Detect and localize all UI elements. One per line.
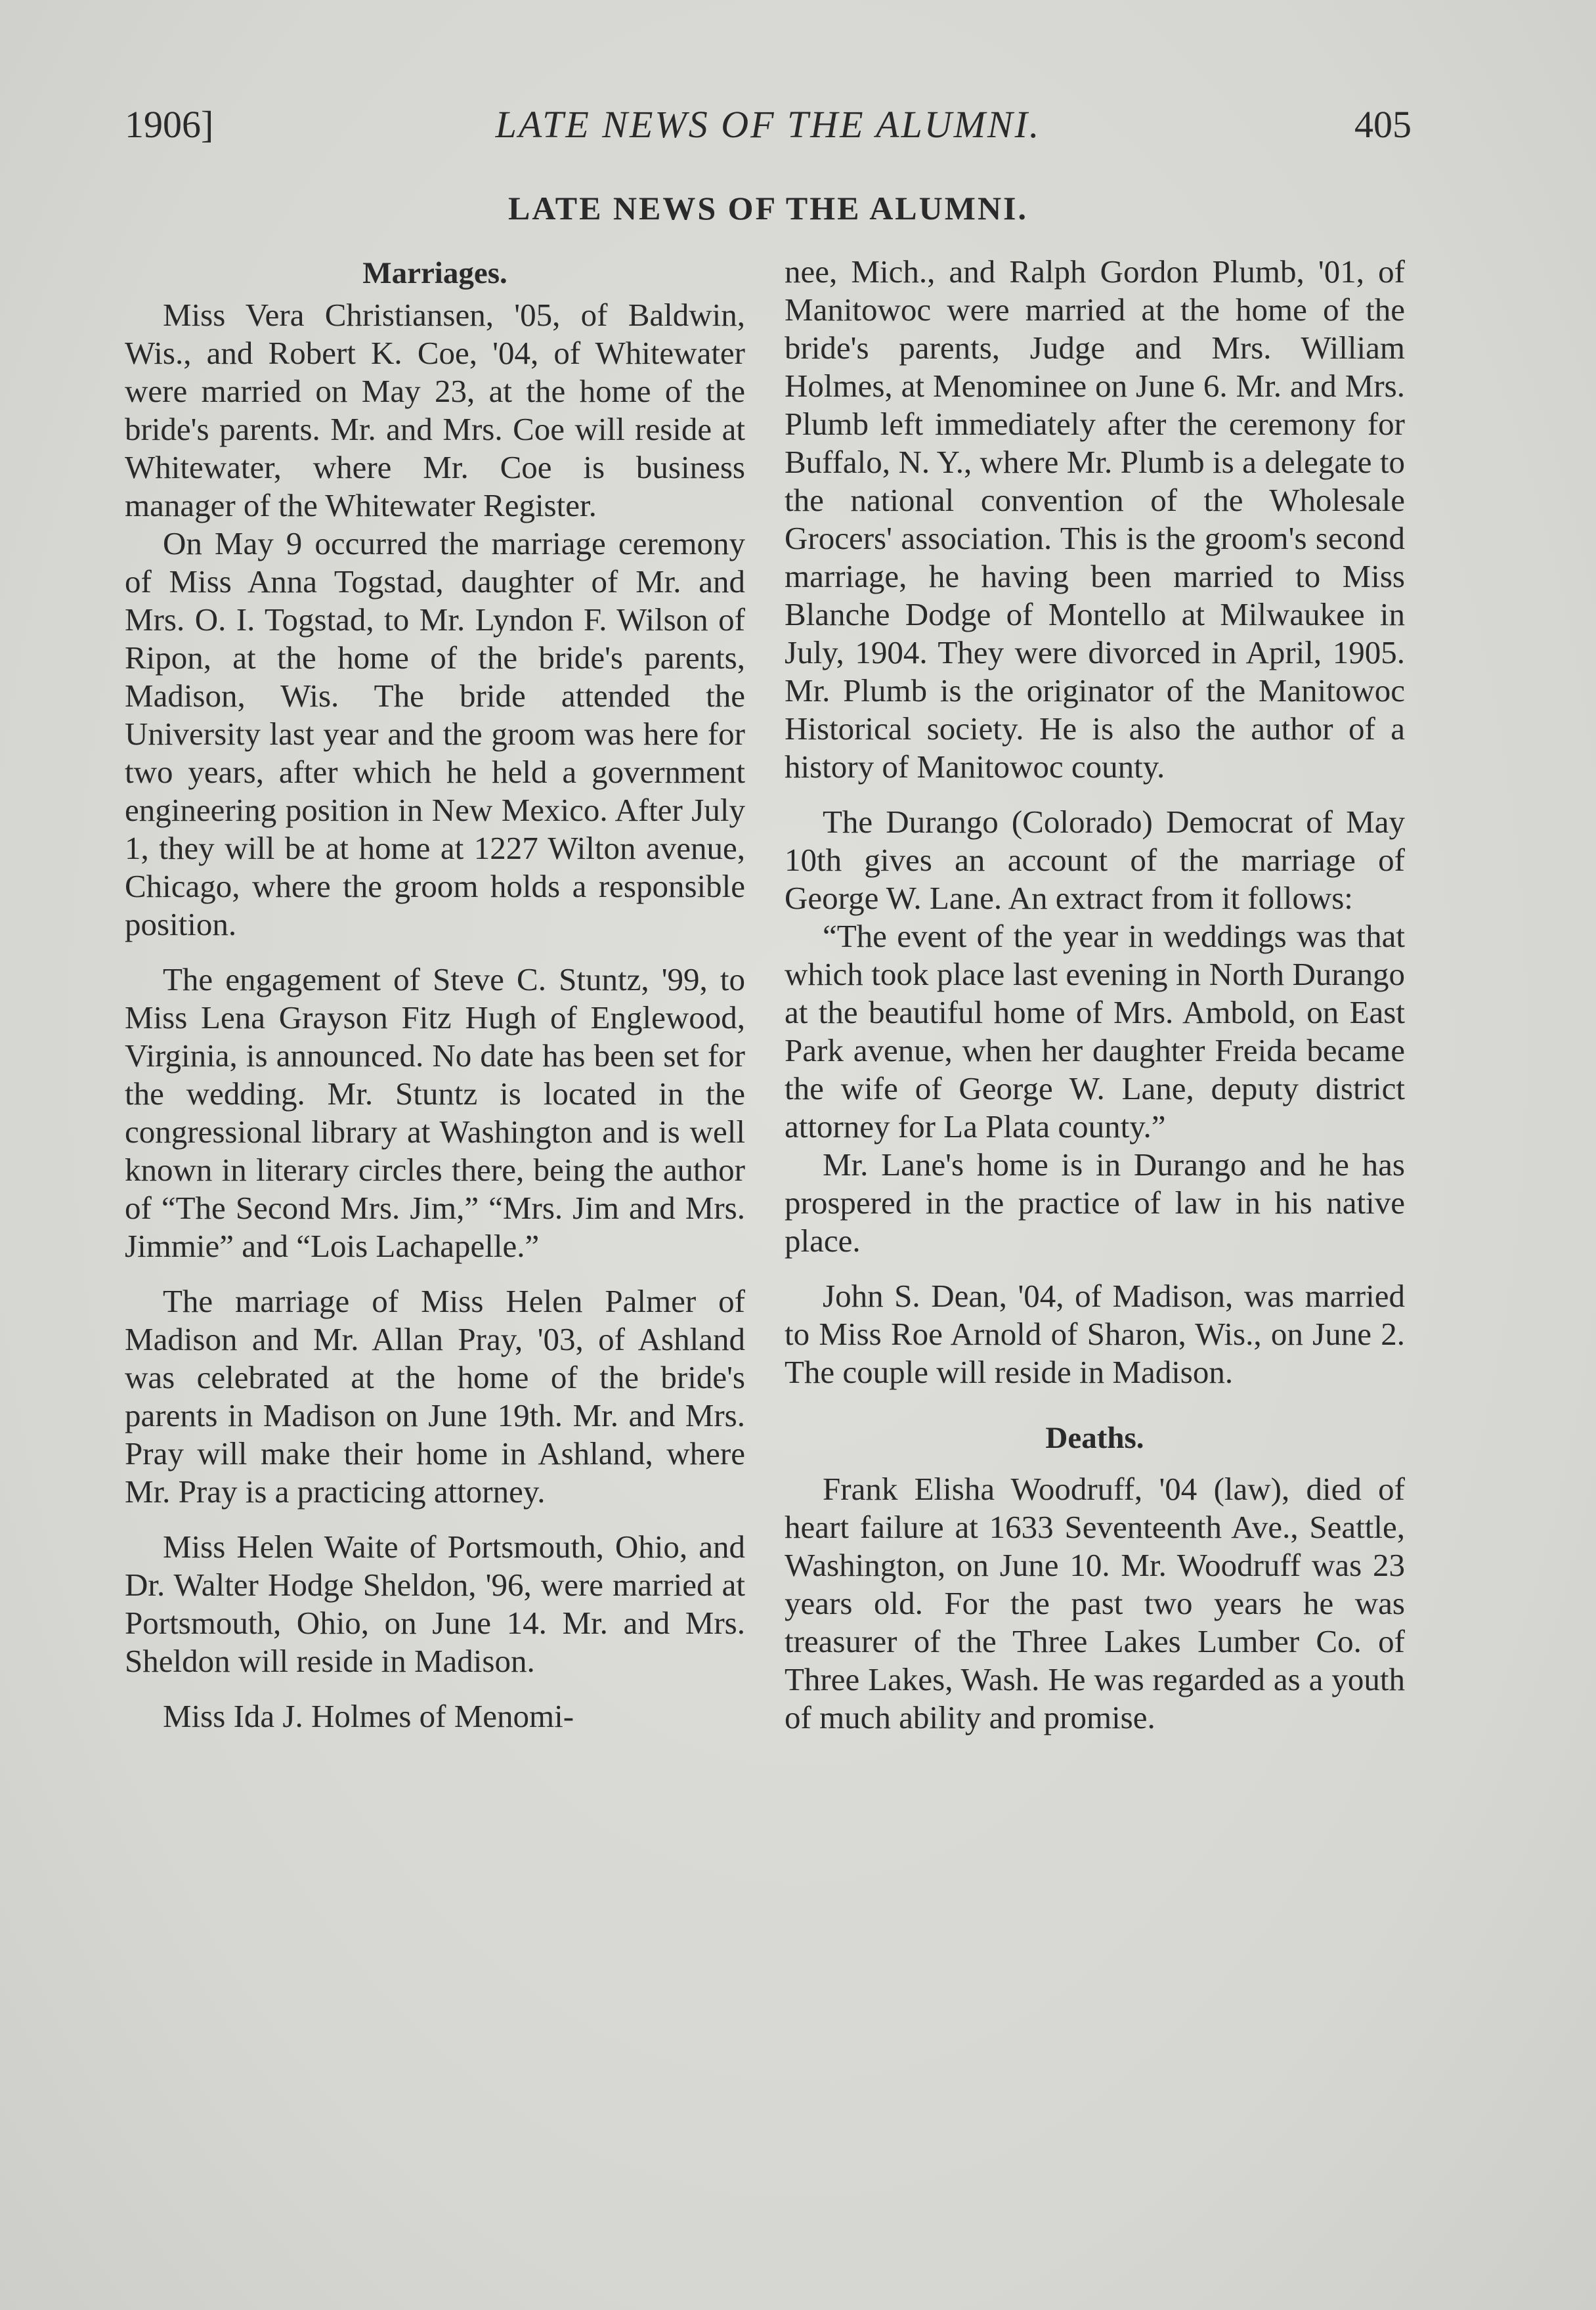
- marriage-paragraph-dean: John S. Dean, '04, of Madison, was married to Miss Roe Arnold of Sharon, Wis., on June 2. The couple will reside in Madison.: [785, 1278, 1405, 1390]
- header-year: 1906]: [125, 103, 214, 146]
- header-running-title: LATE NEWS OF THE ALUMNI.: [495, 103, 1041, 146]
- marriage-paragraph-wilson: On May 9 occurred the marriage ceremony of Miss Anna Togstad, daughter of Mr. and Mrs. O. I. Togstad, to Mr. Lyndon F. Wilson of Ripon, at the home of the bride's parents, Madison, Wis. The bride attended the University last year and the groom was here for two years, after which he held a government engineering position in New Mexico. After July 1, they will be at home at 1227 Wilton avenue, Chicago, where the groom holds a responsible position.: [125, 525, 745, 942]
- deaths-heading: Deaths.: [1045, 1421, 1144, 1455]
- page-title: LATE NEWS OF THE ALUMNI.: [507, 190, 1029, 227]
- marriage-paragraph-plumb-cont: nee, Mich., and Ralph Gordon Plumb, '01, of Manitowoc were married at the home of the bride's parents, Judge and Mrs. William Holmes, at Menominee on June 6. Mr. and Mrs. Plumb left immediately after the ceremony for Buffalo, N. Y., where Mr. Plumb is a delegate to the national convention of the Wholesale Grocers' association. This is the groom's second marriage, he having been married to Miss Blanche Dodge of Montello at Milwaukee in July, 1904. They were divorced in April, 1905. Mr. Plumb is the originator of the Manitowoc Historical society. He is also the author of a history of Manitowoc county.: [785, 253, 1405, 785]
- death-paragraph-woodruff: Frank Elisha Woodruff, '04 (law), died of heart failure at 1633 Seventeenth Ave., Seattle, Washington, on June 10. Mr. Woodruff was 23 years old. For the past two years he was treasurer of the Three Lakes Lumber Co. of Three Lakes, Wash. He was regarded as a youth of much ability and promise.: [785, 1471, 1405, 1735]
- left-column: [125, 253, 745, 1735]
- marriage-paragraph-lane-quote: “The event of the year in weddings was that which took place last evening in North Durango at the beautiful home of Mrs. Ambold, on East Park avenue, when her daughter Freida became the wife of George W. Lane, deputy district attorney for La Plata county.”: [785, 918, 1405, 1144]
- marriage-paragraph-plumb-start: Miss Ida J. Holmes of Menomi-: [163, 1698, 574, 1734]
- running-header: [125, 98, 1412, 151]
- right-column: [785, 253, 1405, 1737]
- marriage-paragraph-pray: The marriage of Miss Helen Palmer of Madison and Mr. Allan Pray, '03, of Ashland was celebrated at the home of the bride's parents in Madison on June 19th. Mr. and Mrs. Pray will make their home in Ashland, where Mr. Pray is a practicing attorney.: [125, 1283, 745, 1510]
- marriages-heading: Marriages.: [362, 256, 507, 290]
- marriage-paragraph-lane-intro: The Durango (Colorado) Democrat of May 10th gives an account of the marriage of George W. Lane. An extract from it follows:: [785, 804, 1405, 916]
- header-page-number: 405: [1354, 103, 1412, 146]
- marriage-paragraph-sheldon: Miss Helen Waite of Portsmouth, Ohio, and Dr. Walter Hodge Sheldon, '96, were married at Portsmouth, Ohio, on June 14. Mr. and Mrs. Sheldon will reside in Madison.: [125, 1529, 745, 1679]
- engagement-paragraph-stuntz: The engagement of Steve C. Stuntz, '99, to Miss Lena Grayson Fitz Hugh of Englewood, Virginia, is announced. No date has been set for the wedding. Mr. Stuntz is located in the congressional library at Washington and is well known in literary circles there, being the author of “The Second Mrs. Jim,” “Mrs. Jim and Mrs. Jimmie” and “Lois Lachapelle.”: [125, 961, 745, 1264]
- marriage-paragraph-coe: Miss Vera Christiansen, '05, of Baldwin, Wis., and Robert K. Coe, '04, of Whitewater were married on May 23, at the home of the bride's parents. Mr. and Mrs. Coe will reside at Whitewater, where Mr. Coe is business manager of the Whitewater Register.: [125, 297, 745, 523]
- marriage-paragraph-lane-home: Mr. Lane's home is in Durango and he has prospered in the practice of law in his native place.: [785, 1146, 1405, 1259]
